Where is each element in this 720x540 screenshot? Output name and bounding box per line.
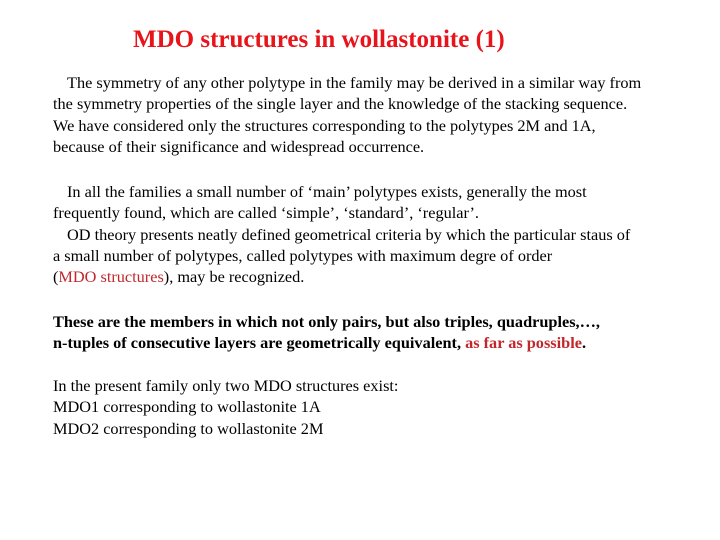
text-line	[53, 332, 713, 353]
text-line: a small number of polytypes, called polytypes with maximum degre of order	[53, 245, 553, 265]
as-far-as-possible-highlight: as far as possible	[465, 333, 582, 353]
open-paren: (	[53, 267, 59, 287]
paragraph-definition	[53, 311, 713, 354]
mdo-structures-highlight: MDO structures	[58, 267, 164, 287]
text-line: frequently found, which are called ‘simple’, ‘standard’, ‘regular’.	[53, 203, 479, 223]
text-line: OD theory presents neatly defined geometrical criteria by which the particular staus of	[67, 224, 631, 244]
text-line: the symmetry properties of the single layer and the knowledge of the stacking sequence.	[53, 94, 628, 114]
slide-title: MDO structures in wollastonite (1)	[133, 26, 505, 53]
paragraph-mdo-list	[53, 375, 713, 439]
list-item-mdo2: MDO2 corresponding to wollastonite 2M	[53, 418, 324, 438]
text-line: because of their significance and widespread occurrence.	[53, 136, 425, 156]
text-line: In the present family only two MDO structures exist:	[53, 376, 399, 395]
text-line	[53, 266, 713, 287]
list-item-mdo1: MDO1 corresponding to wollastonite 1A	[53, 397, 321, 417]
text-line: In all the families a small number of ‘main’ polytypes exists, generally the most	[67, 182, 587, 201]
text-fragment: ), may be recognized.	[163, 267, 305, 287]
text-line: The symmetry of any other polytype in the family may be derived in a similar way from	[67, 73, 642, 92]
text-line: We have considered only the structures corresponding to the polytypes 2M and 1A,	[53, 115, 596, 135]
text-line: These are the members in which not only pairs, but also triples, quadruples,…,	[53, 312, 600, 331]
paragraph-main-polytypes	[53, 181, 713, 287]
paragraph-symmetry	[53, 72, 713, 157]
text-fragment: .	[581, 333, 587, 353]
text-fragment: n-tuples of consecutive layers are geometrically equivalent,	[53, 333, 466, 353]
